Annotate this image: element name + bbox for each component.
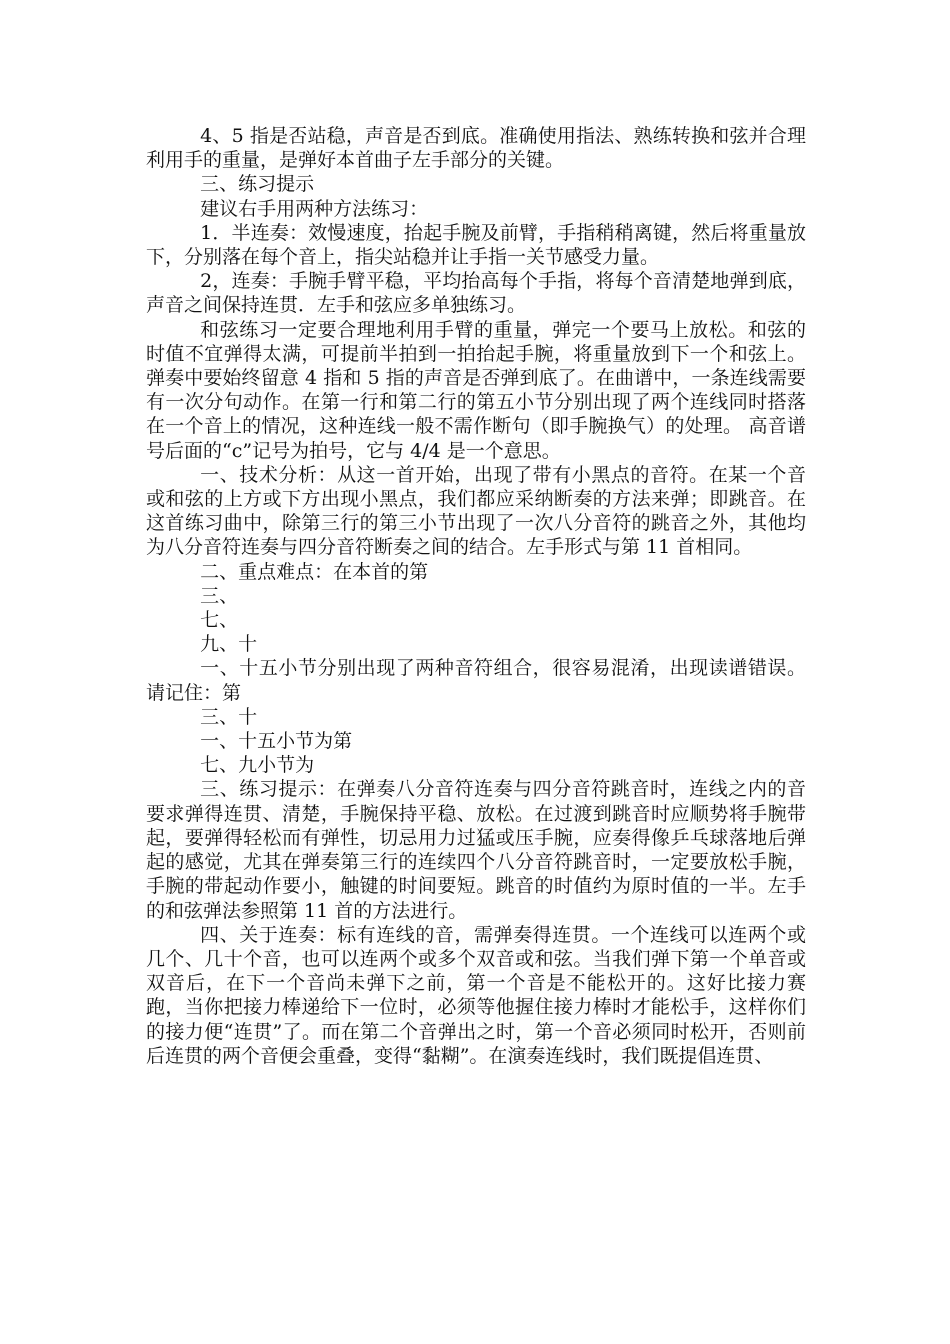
paragraph: 三、	[200, 584, 239, 607]
paragraph: 二、重点难点：在本首的第	[200, 560, 429, 583]
paragraph: 和弦练习一定要合理地利用手臂的重量，弹完一个要马上放松。和弦的时值不宜弹得太满，可提前半拍到一拍抬起手腕，将重量放到下一个和弦上。弹奏中要始终留意 4 指和 5 指的声音是否弹到底了。在曲谱中，一条连线需要有一次分句动作。在第一行和第二行的第五小节分别出现了两个连线同时搭落在一个音上的情况，这种连线一般不需作断句（即手腕换气）的处理。 高音谱号后面的“c”记号为拍号，它与 4/4 是一个意思。	[146, 318, 806, 462]
paragraph: 建议右手用两种方法练习：	[200, 197, 429, 220]
paragraph: 三、练习提示：在弹奏八分音符连奏与四分音符跳音时，连线之内的音要求弹得连贯、清楚，手腕保持平稳、放松。在过渡到跳音时应顺势将手腕带起，要弹得轻松而有弹性，切忌用力过猛或压手腕，应奏得像乒乓球落地后弹起的感觉，尤其在弹奏第三行的连续四个八分音符跳音时，一定要放松手腕，手腕的带起动作要小，触键的时间要短。跳音的时值约为原时值的一半。左手的和弦弹法参照第 11 首的方法进行。	[146, 778, 806, 922]
paragraph: 七、九小节为	[200, 754, 315, 777]
paragraph: 一、技术分析：从这一首开始，出现了带有小黑点的音符。在某一个音或和弦的上方或下方出现小黑点，我们都应采纳断奏的方法来弹；即跳音。在这首练习曲中，除第三行的第三小节出现了一次八分音符的跳音之外，其他均为八分音符连奏与四分音符断奏之间的结合。左手形式与第 11 首相同。	[146, 463, 806, 559]
paragraph: 4、5 指是否站稳，声音是否到底。准确使用指法、熟练转换和弦并合理利用手的重量，是弹好本首曲子左手部分的关键。	[146, 125, 806, 172]
paragraph: 四、关于连奏：标有连线的音，需弹奏得连贯。一个连线可以连两个或几个、几十个音，也可以连两个或多个双音或和弦。当我们弹下第一个单音或双音后，在下一个音尚未弹下之前，第一个音是不能松开的。这好比接力赛跑，当你把接力棒递给下一位时，必须等他握住接力棒时才能松手，这样你们的接力便“连贯”了。而在第二个音弹出之时，第一个音必须同时松开，否则前后连贯的两个音便会重叠，变得“黏糊”。在演奏连线时，我们既提倡连贯、	[146, 923, 806, 1067]
paragraph: 1．半连奏：效慢速度，抬起手腕及前臂，手指稍稍离键，然后将重量放下，分别落在每个音上，指尖站稳并让手指一关节感受力量。	[146, 221, 806, 269]
paragraph: 九、十	[200, 633, 258, 656]
paragraph: 一、十五小节为第	[200, 730, 353, 753]
section-heading: 三、练习提示	[200, 173, 315, 196]
paragraph: 2，连奏：手腕手臂平稳，平均抬高每个手指，将每个音清楚地弹到底，声音之间保持连贯．左手和弦应多单独练习。	[146, 270, 806, 317]
paragraph: 三、十	[200, 705, 258, 728]
paragraph: 一、十五小节分别出现了两种音符组合，很容易混淆，出现读谱错误。请记住：第	[146, 657, 806, 704]
paragraph: 七、	[200, 609, 239, 632]
document-body	[146, 124, 806, 1068]
